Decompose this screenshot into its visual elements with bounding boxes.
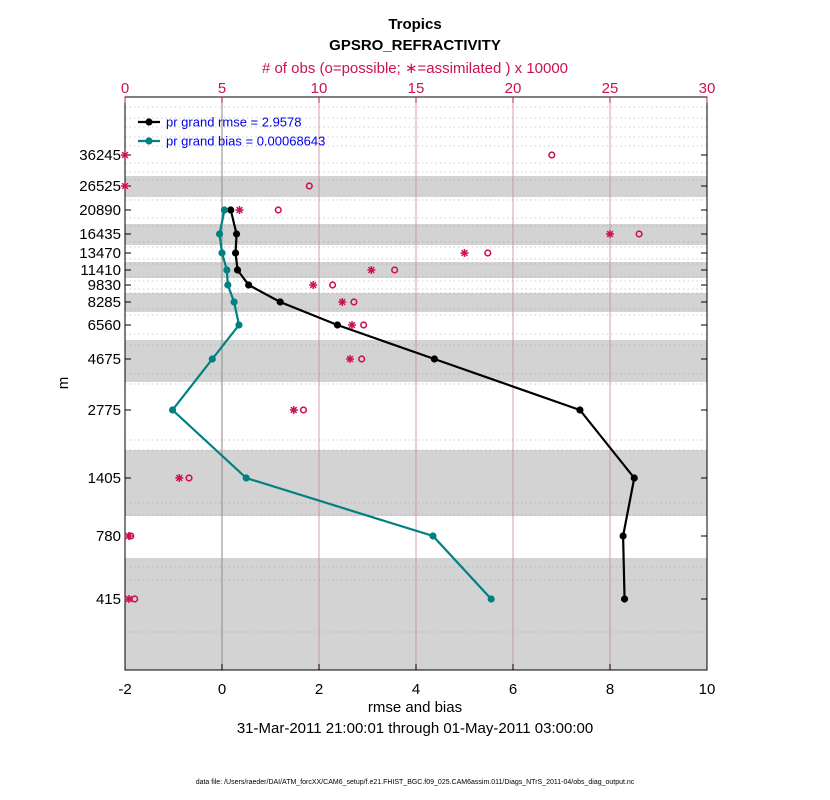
y-tick-label-3: 16435 xyxy=(79,226,121,243)
obs-possible-8 xyxy=(361,322,367,328)
legend-label-1: pr grand bias = 0.00068643 xyxy=(166,133,326,149)
y-tick-label-4: 13470 xyxy=(79,245,121,262)
y-tick-label-12: 780 xyxy=(95,528,121,545)
series-0-point-0 xyxy=(227,206,234,213)
x-tick-label-1: 0 xyxy=(217,681,227,698)
series-1-point-9 xyxy=(243,474,250,481)
legend-label-0: pr grand rmse = 2.9578 xyxy=(166,114,302,130)
y-tick-label-11: 1405 xyxy=(87,470,121,487)
obs-possible-2 xyxy=(275,207,281,213)
y-tick-label-10: 2775 xyxy=(87,402,121,419)
y-tick-label-2: 20890 xyxy=(79,202,121,219)
top-axis-label: # of obs (o=possible; ∗=assimilated ) x 10000 xyxy=(261,60,569,77)
obs-possible-4 xyxy=(485,250,491,256)
obs-assimilated-8 xyxy=(348,321,356,329)
y-tick-label-9: 4675 xyxy=(87,351,121,368)
obs-assimilated-4 xyxy=(461,249,469,257)
legend-marker-1 xyxy=(145,137,152,144)
series-0-point-1 xyxy=(233,230,240,237)
series-0-point-5 xyxy=(277,298,284,305)
obs-assimilated-2 xyxy=(235,206,243,214)
obs-assimilated-11 xyxy=(175,474,183,482)
x-tick-label-2: 2 xyxy=(314,681,324,698)
series-0-point-6 xyxy=(334,321,341,328)
series-1-point-3 xyxy=(223,266,230,273)
y-tick-label-0: 36245 xyxy=(79,147,121,164)
y-tick-label-6: 9830 xyxy=(87,277,121,294)
date-range: 31-Mar-2011 21:00:01 through 01-May-2011 03:00:00 xyxy=(236,720,594,737)
chart-subtitle: GPSRO_REFRACTIVITY xyxy=(329,37,501,54)
top-tick-label-1: 5 xyxy=(217,80,227,97)
obs-assimilated-0 xyxy=(121,151,129,159)
y-tick-label-5: 11410 xyxy=(80,262,121,279)
obs-assimilated-1 xyxy=(121,182,129,190)
obs-assimilated-3 xyxy=(606,230,614,238)
obs-possible-10 xyxy=(301,407,307,413)
series-1-point-5 xyxy=(231,298,238,305)
obs-assimilated-13 xyxy=(125,595,133,603)
obs-assimilated-7 xyxy=(338,298,346,306)
series-0-point-11 xyxy=(621,595,628,602)
obs-assimilated-9 xyxy=(346,355,354,363)
obs-assimilated-12 xyxy=(125,532,133,540)
obs-possible-0 xyxy=(549,152,555,158)
x-tick-label-5: 8 xyxy=(605,681,615,698)
series-1-point-0 xyxy=(221,206,228,213)
top-tick-label-6: 30 xyxy=(698,80,716,97)
series-1-point-2 xyxy=(218,249,225,256)
series-1-point-10 xyxy=(429,532,436,539)
obs-assimilated-6 xyxy=(309,281,317,289)
chart-title: Tropics xyxy=(388,16,442,33)
series-0-point-7 xyxy=(431,355,438,362)
x-tick-label-6: 10 xyxy=(698,681,716,698)
y-tick-label-1: 26525 xyxy=(79,178,121,195)
obs-assimilated-5 xyxy=(367,266,375,274)
top-tick-label-2: 10 xyxy=(310,80,328,97)
top-tick-label-3: 15 xyxy=(407,80,425,97)
top-tick-label-5: 25 xyxy=(601,80,619,97)
series-0-point-2 xyxy=(232,249,239,256)
series-0-point-9 xyxy=(631,474,638,481)
series-1-point-4 xyxy=(224,281,231,288)
series-1-point-8 xyxy=(169,406,176,413)
series-1-point-7 xyxy=(209,355,216,362)
y-tick-label-8: 6560 xyxy=(87,317,121,334)
top-tick-label-0: 0 xyxy=(120,80,130,97)
obs-possible-6 xyxy=(330,282,336,288)
legend-marker-0 xyxy=(145,118,152,125)
series-1-point-1 xyxy=(216,230,223,237)
top-tick-label-4: 20 xyxy=(504,80,522,97)
series-1-point-6 xyxy=(235,321,242,328)
y-axis-label: m xyxy=(55,376,72,390)
series-1-point-11 xyxy=(488,595,495,602)
footer-data-file: data file: /Users/raeder/DAI/ATM_forcXX/CAM6_setup/f.e21.FHIST_BGC.f09_025.CAM6assim.011/Diags_NTrS_2011-04/obs_diag_output.nc xyxy=(195,779,635,786)
x-tick-label-0: -2 xyxy=(118,681,132,698)
legend xyxy=(138,115,325,149)
series-0-point-3 xyxy=(234,266,241,273)
x-tick-label-3: 4 xyxy=(411,681,421,698)
series-0-point-4 xyxy=(245,281,252,288)
series-0-point-8 xyxy=(576,406,583,413)
x-axis-label: rmse and bias xyxy=(367,699,463,716)
y-tick-label-13: 415 xyxy=(95,591,121,608)
series-0-point-10 xyxy=(619,532,626,539)
obs-assimilated-10 xyxy=(290,406,298,414)
x-tick-label-4: 6 xyxy=(508,681,518,698)
y-tick-label-7: 8285 xyxy=(87,294,121,311)
